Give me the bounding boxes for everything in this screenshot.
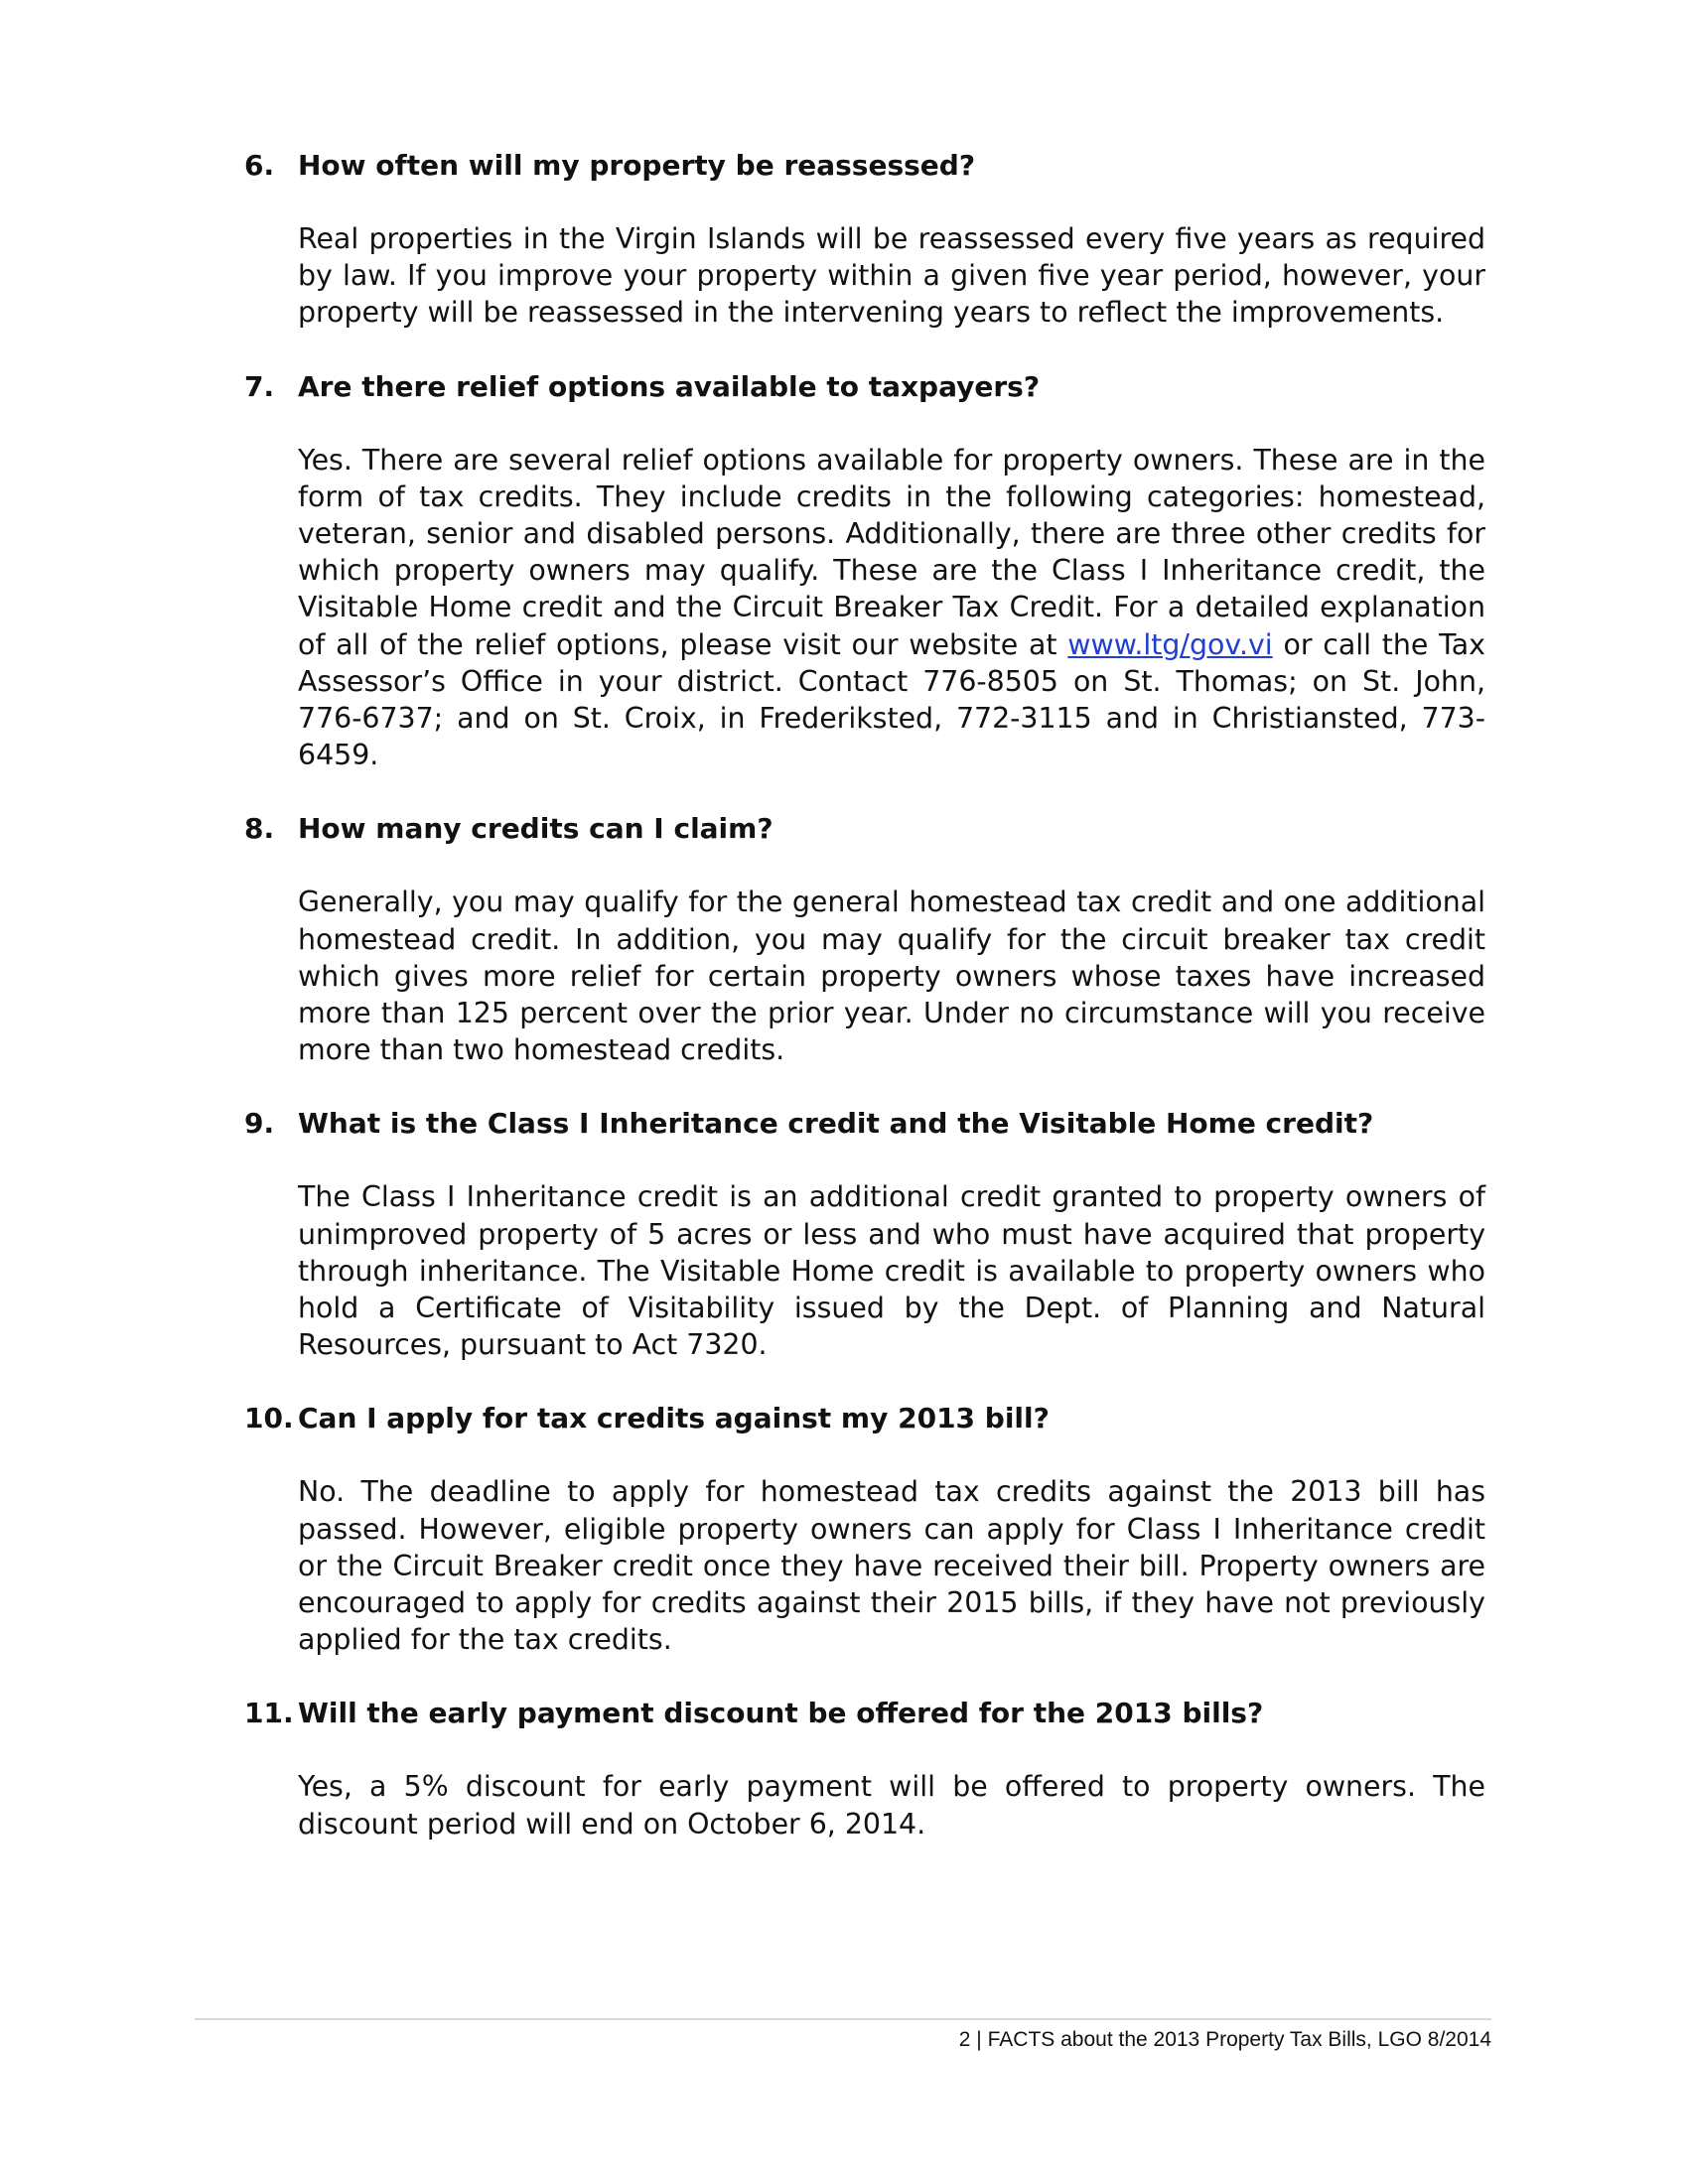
faq-item — [244, 368, 1485, 774]
page-footer: 2 | FACTS about the 2013 Property Tax Bills, LGO 8/2014 — [958, 2028, 1491, 2051]
question-heading — [244, 147, 1485, 184]
question-heading — [244, 368, 1485, 405]
footer-divider — [195, 2018, 1491, 2020]
question-heading — [244, 1105, 1485, 1142]
question-text: Will the early payment discount be offered for the 2013 bills? — [298, 1697, 1264, 1730]
answer-text-part: Yes. There are several relief options available for property owners. These are in the form of tax credits. They include credits in the following categories: homestead, veteran, senior and disabled persons. Additionally, there are three other credits for which property owners may qualify. These are the Class I Inheritance credit, the Visitable Home credit and the Circuit Breaker Tax Credit. For a detailed explanation of all of the relief options, please visit our website at — [298, 443, 1485, 661]
question-heading — [244, 810, 1485, 847]
answer-text: Generally, you may qualify for the general homestead tax credit and one additional homestead credit. In addition, you may qualify for the circuit breaker tax credit which gives more relief for certain property owners whose taxes have increased more than 125 percent over the prior year. Under no circumstance will you receive more than two homestead credits. — [298, 886, 1485, 1067]
answer-text: Yes, a 5% discount for early payment will be offered to property owners. The discount period will end on October 6, 2014. — [298, 1770, 1485, 1841]
question-number: 7. — [244, 369, 275, 403]
question-number: 9. — [244, 1107, 275, 1141]
question-heading — [244, 1695, 1485, 1731]
question-text: How often will my property be reassessed? — [298, 149, 976, 182]
faq-item — [244, 147, 1485, 332]
website-link[interactable]: www.ltg/gov.vi — [1067, 627, 1273, 661]
faq-item — [244, 1695, 1485, 1842]
question-text: Are there relief options available to taxpayers? — [298, 369, 1041, 403]
faq-list — [244, 147, 1485, 1843]
question-heading — [244, 1400, 1485, 1436]
faq-item — [244, 810, 1485, 1068]
question-text: Can I apply for tax credits against my 2013 bill? — [298, 1402, 1050, 1435]
question-number: 10. — [244, 1402, 294, 1435]
question-text: How many credits can I claim? — [298, 812, 774, 846]
question-number: 6. — [244, 149, 275, 182]
answer-text-part: or call the Tax Assessor’s Office in your district. Contact 776-8505 on St. Thomas; on St. John, 776-6737; and on St. Croix, in Frederiksted, 772-3115 and in Christiansted, 773-6459. — [298, 627, 1485, 772]
question-number: 8. — [244, 812, 275, 846]
faq-item — [244, 1400, 1485, 1658]
answer-text: Real properties in the Virgin Islands will be reassessed every five years as required by law. If you improve your property within a given five year period, however, your property will be reassessed in the intervening years to reflect the improvements. — [298, 222, 1485, 330]
answer-text — [298, 442, 1485, 774]
question-number: 11. — [244, 1697, 294, 1730]
answer-text: The Class I Inheritance credit is an additional credit granted to property owners of unimproved property of 5 acres or less and who must have acquired that property through inheritance. The Visitable Home credit is available to property owners who hold a Certificate of Visitability issued by the Dept. of Planning and Natural Resources, pursuant to Act 7320. — [298, 1180, 1485, 1362]
faq-item — [244, 1105, 1485, 1363]
answer-text: No. The deadline to apply for homestead tax credits against the 2013 bill has passed. However, eligible property owners can apply for Class I Inheritance credit or the Circuit Breaker credit once they have received their bill. Property owners are encouraged to apply for credits against their 2015 bills, if they have not previously applied for the tax credits. — [298, 1475, 1485, 1657]
question-text: What is the Class I Inheritance credit and the Visitable Home credit? — [298, 1107, 1374, 1141]
